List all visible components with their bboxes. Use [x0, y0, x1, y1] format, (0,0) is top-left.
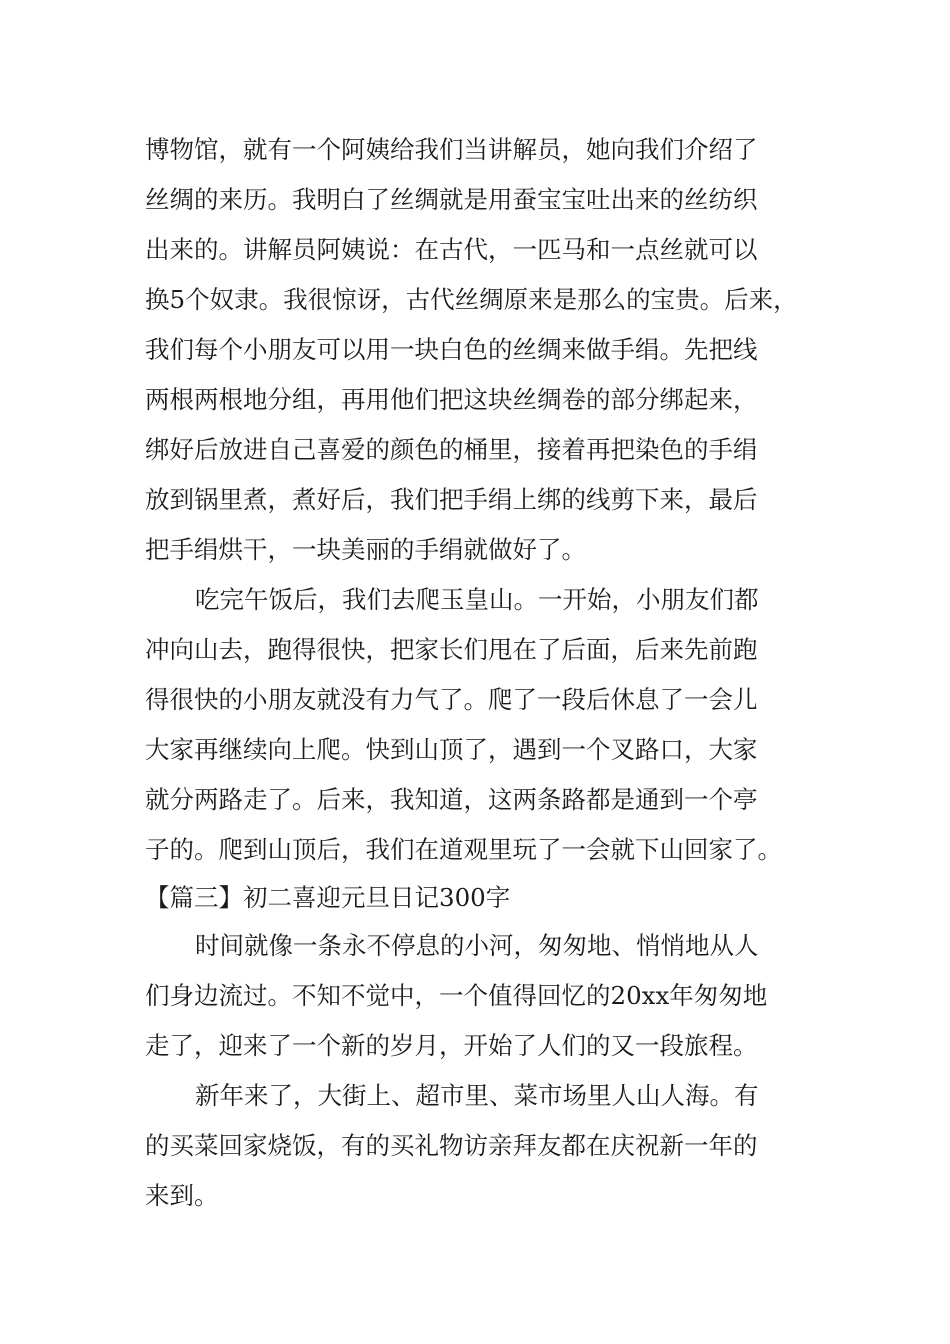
paragraph-line: 走了，迎来了一个新的岁月，开始了人们的又一段旅程。	[145, 1031, 758, 1060]
paragraph-line: 我们每个小朋友可以用一块白色的丝绸来做手绢。先把线	[145, 335, 758, 364]
paragraph-line: 来到。	[145, 1181, 219, 1210]
paragraph-line: 两根两根地分组，再用他们把这块丝绸卷的部分绑起来，	[145, 385, 758, 414]
section-heading: 【篇三】初二喜迎元旦日记300字	[145, 883, 511, 912]
paragraph-line: 绑好后放进自己喜爱的颜色的桶里，接着再把染色的手绢	[145, 435, 758, 464]
paragraph-line: 博物馆，就有一个阿姨给我们当讲解员，她向我们介绍了	[145, 135, 758, 164]
paragraph-line-indented: 吃完午饭后，我们去爬玉皇山。一开始，小朋友们都	[195, 585, 759, 614]
paragraph-line: 们身边流过。不知不觉中，一个值得回忆的20xx年匆匆地	[145, 981, 768, 1010]
paragraph-line: 就分两路走了。后来，我知道，这两条路都是通到一个亭	[145, 785, 758, 814]
paragraph-line: 得很快的小朋友就没有力气了。爬了一段后休息了一会儿	[145, 685, 758, 714]
paragraph-line: 的买菜回家烧饭，有的买礼物访亲拜友都在庆祝新一年的	[145, 1131, 758, 1160]
paragraph-line: 大家再继续向上爬。快到山顶了，遇到一个叉路口，大家	[145, 735, 758, 764]
paragraph-line-indented: 时间就像一条永不停息的小河，匆匆地、悄悄地从人	[195, 931, 759, 960]
paragraph-line: 子的。爬到山顶后，我们在道观里玩了一会就下山回家了。	[145, 835, 782, 864]
paragraph-line-indented: 新年来了，大街上、超市里、菜市场里人山人海。有	[195, 1081, 759, 1110]
paragraph-line: 出来的。讲解员阿姨说：在古代，一匹马和一点丝就可以	[145, 235, 758, 264]
paragraph-line: 换5个奴隶。我很惊讶，古代丝绸原来是那么的宝贵。后来，	[145, 285, 798, 314]
paragraph-line: 把手绢烘干，一块美丽的手绢就做好了。	[145, 535, 586, 564]
paragraph-line: 丝绸的来历。我明白了丝绸就是用蚕宝宝吐出来的丝纺织	[145, 185, 758, 214]
paragraph-line: 冲向山去，跑得很快，把家长们甩在了后面，后来先前跑	[145, 635, 758, 664]
paragraph-line: 放到锅里煮，煮好后，我们把手绢上绑的线剪下来，最后	[145, 485, 758, 514]
